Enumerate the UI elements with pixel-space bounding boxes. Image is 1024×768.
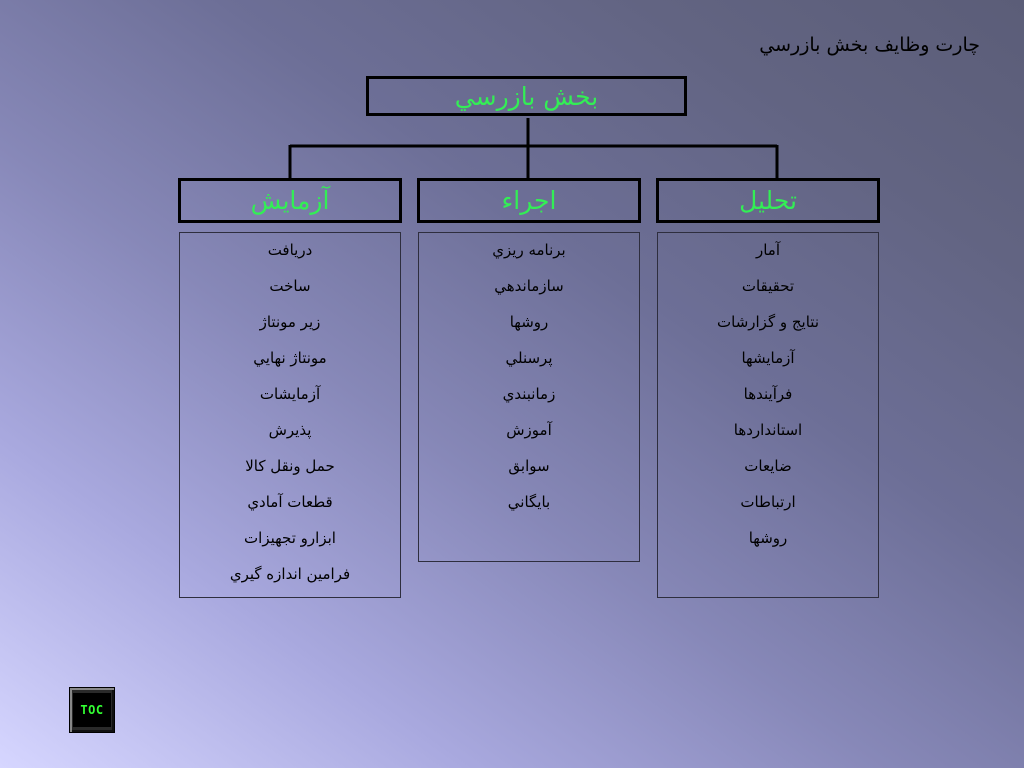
toc-button[interactable]: [69, 687, 115, 733]
list-item: ساخت: [269, 277, 311, 295]
root-node-inspection-section: [366, 76, 687, 116]
list-item: آموزش: [506, 421, 552, 439]
list-item: بايگاني: [507, 493, 551, 511]
list-item: روشها: [509, 313, 549, 331]
dept-label-analysis: تحليل: [739, 186, 797, 215]
list-item: تحقيقات: [741, 277, 795, 295]
list-item: پرسنلي: [505, 349, 553, 367]
list-item: فرامين اندازه گيري: [229, 565, 351, 583]
list-item-empty: [419, 525, 639, 561]
list-item: سوابق: [508, 457, 550, 475]
dept-label-testing: آزمايش: [250, 186, 330, 215]
list-item: ارتباطات: [740, 493, 796, 511]
list-item: دريافت: [267, 241, 313, 259]
list-item: قطعات آمادي: [247, 493, 333, 511]
slide-title: چارت وظايف بخش بازرسي: [759, 34, 980, 56]
dept-box-analysis: [656, 178, 880, 223]
list-item: ابزارو تجهيزات: [244, 529, 336, 547]
list-item: زير مونتاژ: [259, 313, 321, 331]
list-item: نتايج و گزارشات: [717, 313, 819, 331]
dept-box-testing: [178, 178, 402, 223]
toc-label: TOC: [73, 693, 111, 727]
list-item: ضايعات: [744, 457, 792, 475]
dept-label-execution: اجراء: [501, 186, 557, 215]
list-item: فرآيندها: [743, 385, 793, 403]
dept-list-analysis: [657, 232, 879, 598]
list-item: روشها: [748, 529, 788, 547]
list-item: استانداردها: [733, 421, 803, 439]
list-item: سازماندهي: [494, 277, 564, 295]
list-item: آزمايشات: [259, 385, 321, 403]
list-item: زمانبندي: [502, 385, 556, 403]
list-item-empty: [658, 561, 878, 597]
list-item: برنامه ريزي: [492, 241, 566, 259]
list-item: آمار: [755, 241, 781, 259]
list-item: حمل ونقل كالا: [245, 457, 335, 475]
list-item: پذيرش: [268, 421, 312, 439]
dept-list-execution: [418, 232, 640, 562]
list-item: مونتاژ نهايي: [253, 349, 327, 367]
list-item: آزمايشها: [741, 349, 795, 367]
dept-box-execution: [417, 178, 641, 223]
root-node-label: بخش بازرسي: [454, 81, 599, 111]
dept-list-testing: [179, 232, 401, 598]
